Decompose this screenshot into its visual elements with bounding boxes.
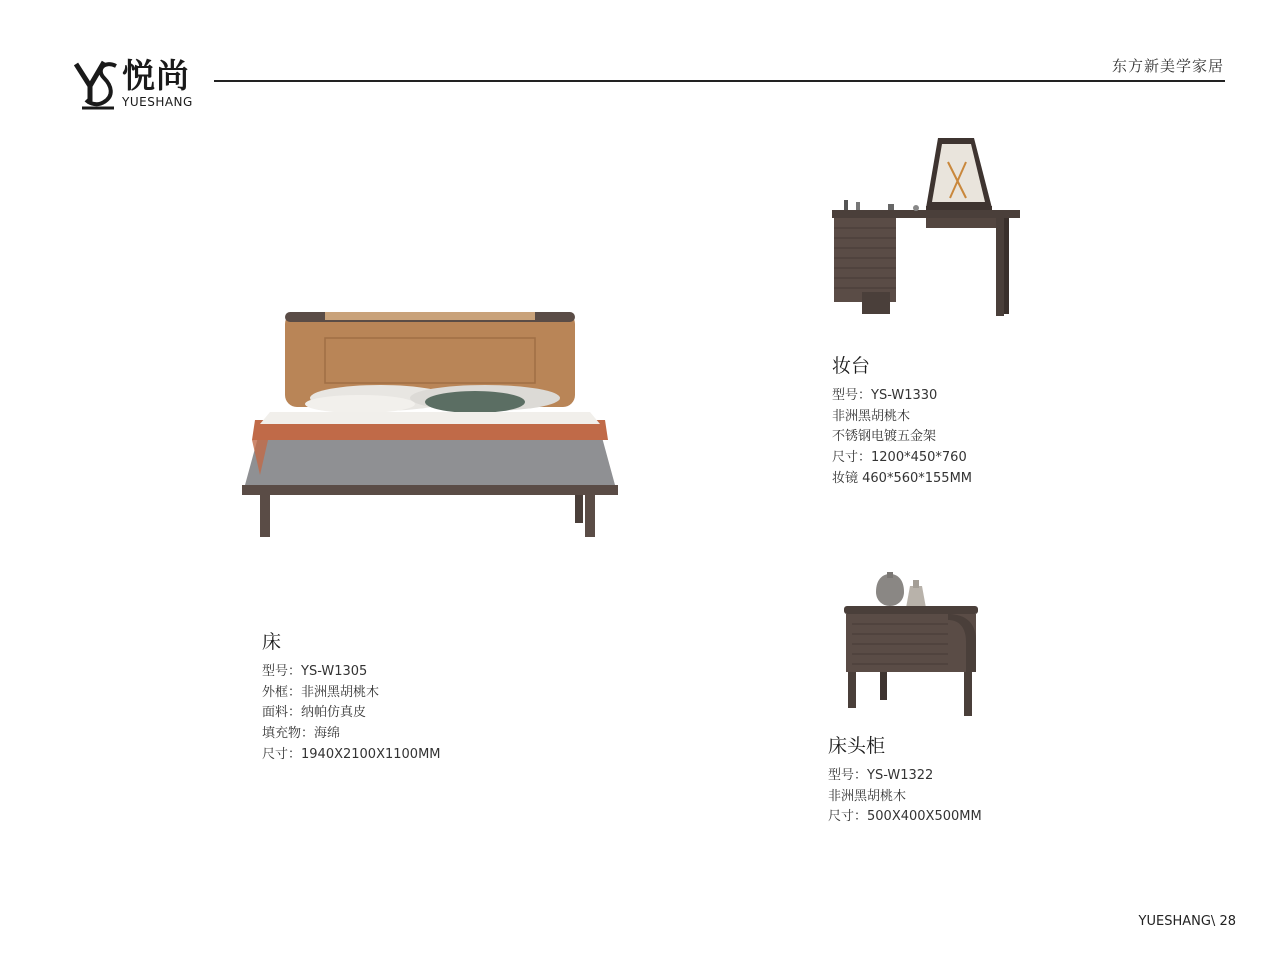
header-slogan: 东方新美学家居 (1111, 57, 1224, 75)
bed-spec-line: 填充物：海绵 (262, 726, 341, 742)
bed-spec-line: 尺寸：1940X2100X1100MM (262, 746, 441, 762)
vanity-spec-line: 不锈钢电镀五金架 (832, 429, 937, 445)
nightstand-spec-line: 型号：YS-W1322 (828, 768, 934, 783)
vanity-spec-line: 型号：YS-W1330 (832, 388, 938, 403)
bed-info (262, 627, 441, 766)
nightstand-spec-line: 尺寸：500X400X500MM (828, 809, 982, 825)
nightstand-spec-line: 非洲黑胡桃木 (828, 788, 907, 804)
brand-logo (74, 56, 214, 116)
vanity-image (826, 132, 1026, 322)
vanity-spec-line: 妆镜 460*560*155MM (832, 470, 973, 486)
bed-title: 床 (262, 631, 282, 653)
vanity-spec-line: 非洲黑胡桃木 (832, 408, 911, 424)
logo-chinese: 悦尚 (122, 56, 190, 95)
bed-image (230, 300, 630, 540)
vanity-info (832, 351, 972, 490)
nightstand-image (838, 570, 988, 720)
nightstand-title: 床头柜 (828, 735, 886, 757)
vanity-spec-line: 尺寸：1200*450*760 (832, 450, 967, 466)
ys-logo-icon (74, 56, 120, 112)
bed-spec-line: 型号：YS-W1305 (262, 664, 368, 679)
logo-english: YUESHANG (122, 95, 193, 109)
vanity-title: 妆台 (832, 355, 871, 377)
page-number: YUESHANG\ 28 (1138, 914, 1236, 929)
bed-spec-line: 外框：非洲黑胡桃木 (262, 684, 380, 700)
bed-spec-line: 面料：纳帕仿真皮 (262, 705, 367, 721)
nightstand-info (828, 731, 982, 828)
header-divider (214, 80, 1225, 82)
